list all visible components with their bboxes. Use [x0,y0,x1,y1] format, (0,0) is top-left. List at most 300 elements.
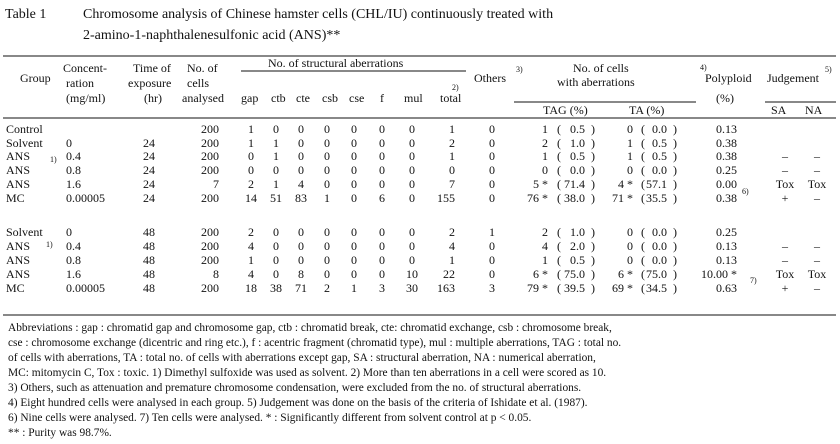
cell-ta-percent: 35.5 [646,191,667,205]
cell-time: 24 [143,149,155,163]
cell-others: 0 [489,163,495,177]
cell-csb: 0 [324,122,330,136]
cell-mul: 0 [409,163,415,177]
cell-cells-analysed: 200 [201,253,219,267]
cell-csb: 1 [324,191,330,205]
cell-ctb: 51 [270,191,282,205]
cell-cells-analysed: 8 [213,267,219,281]
cell-paren-close: ) [673,281,677,295]
cell-csb: 0 [324,239,330,253]
cell-total: 2 [449,136,455,150]
subheader-ctb: ctb [271,91,286,105]
cell-judgement-sa: + [781,191,789,205]
cell-gap: 0 [248,163,254,177]
cell-paren-close: ) [591,136,595,150]
header-cells-3: analysed [182,91,224,105]
cell-gap: 1 [248,136,254,150]
cell-ta-percent: 75.0 [646,267,667,281]
cell-mul: 0 [409,253,415,267]
header-sup-4: 4) [700,63,707,72]
cell-others: 1 [489,225,495,239]
cell-others: 0 [489,253,495,267]
table-row [6,177,826,191]
cell-others: 0 [489,149,495,163]
table-row [6,267,826,281]
cell-judgement-na: – [814,163,820,177]
table-row [6,191,821,205]
cell-others: 0 [489,267,495,281]
cell-paren-open: ( [641,239,645,253]
cell-gap: 2 [248,225,254,239]
cell-mul: 0 [409,191,415,205]
cell-concentration: 0 [66,225,72,239]
cell-tag-percent: 0.5 [570,122,585,136]
cell-paren-close: ) [673,177,677,191]
cell-polyploid: 0.38 [716,136,737,150]
cell-csb: 0 [324,253,330,267]
cell-cte: 83 [295,191,307,205]
cell-judgement-sa: – [782,163,788,177]
cell-paren-close: ) [591,281,595,295]
cell-group: Control [6,122,43,136]
cell-tag-count: 76 * [527,191,548,205]
subheader-cte: cte [296,91,310,105]
cell-cte: 0 [298,225,304,239]
cell-tag-count: 0 [542,163,548,177]
table-row [6,149,821,163]
cell-cells-analysed: 200 [201,163,219,177]
cell-tag-count: 4 [542,239,548,253]
cell-tag-percent: 1.0 [570,136,585,150]
cell-paren-close: ) [673,136,677,150]
cell-tag-percent: 0.0 [570,163,585,177]
cell-ctb: 0 [273,163,279,177]
cell-f: 0 [379,149,385,163]
cell-cse: 0 [351,253,357,267]
header-time-3: (hr) [144,91,162,105]
cell-mul: 0 [409,225,415,239]
cell-polyploid: 0.13 [716,253,737,267]
cell-judgement-sa: Tox [775,267,795,281]
cell-ta-count: 69 * [612,281,633,295]
cell-ctb: 38 [270,281,282,295]
cell-cte: 8 [298,267,304,281]
subheader-gap: gap [241,91,259,105]
subheader-mul: mul [404,91,423,105]
cell-judgement-sa: – [782,253,788,267]
header-time-2: exposure [128,76,172,90]
header-poly-unit: (%) [716,91,734,105]
subheader-ta: TA (%) [629,103,665,117]
cell-paren-open: ( [641,136,645,150]
cell-csb: 0 [324,267,330,281]
table-title-line2: 2-amino-1-naphthalenesulfonic acid (ANS)** [83,28,341,43]
cell-cte: 4 [298,177,304,191]
cell-tag-count: 2 [542,136,548,150]
cell-group: MC [6,191,25,205]
cell-concentration: 0.4 [66,239,81,253]
footnote-line: MC: mitomycin C, Tox : toxic. 1) Dimethyl sulfoxide was used as solvent. 2) More than ten aberrations in a cell were scored as 10. [8,367,607,379]
cell-cse: 0 [351,122,357,136]
footnotes [8,322,621,439]
cell-f: 0 [379,136,385,150]
cell-paren-close: ) [673,163,677,177]
cell-cells-analysed: 7 [213,177,219,191]
cell-cells-analysed: 200 [201,136,219,150]
cell-ta-count: 0 [627,122,633,136]
cell-ta-count: 0 [627,239,633,253]
footnote-line: cse : chromosome exchange (dicentric and ring etc.), f : acentric fragment (chromatid type), mul : multiple aberrations, TAG : total no. [8,337,622,349]
header-sup-3: 3) [516,65,523,74]
polyploid-note-6: 6) [742,187,749,196]
cell-judgement-na: – [814,281,820,295]
cell-f: 0 [379,122,385,136]
cell-paren-open: ( [557,225,561,239]
cell-f: 0 [379,225,385,239]
cell-judgement-na: Tox [807,177,827,191]
cell-total: 22 [443,267,455,281]
cell-tag-percent: 2.0 [570,239,585,253]
header-cells-2: cells [187,76,209,90]
cell-concentration: 1.6 [66,177,81,191]
cell-f: 6 [379,191,385,205]
cell-cte: 0 [298,163,304,177]
cell-ta-count: 1 [627,149,633,163]
cell-ta-percent: 57.1 [646,177,667,191]
header-sup-5: 5) [825,65,832,74]
cell-ta-count: 4 * [618,177,633,191]
cell-time: 48 [143,253,155,267]
cell-total: 2 [449,225,455,239]
cell-ctb: 0 [273,225,279,239]
cell-cse: 0 [351,267,357,281]
cell-paren-close: ) [591,177,595,191]
cell-tag-count: 79 * [527,281,548,295]
cell-paren-open: ( [641,281,645,295]
cell-time: 24 [143,136,155,150]
cell-judgement-sa: – [782,239,788,253]
cell-others: 0 [489,177,495,191]
header-withab-1: No. of cells [573,61,629,75]
cell-ta-percent: 0.0 [652,225,667,239]
cell-tag-count: 1 [542,149,548,163]
cell-group: ANS [6,163,31,177]
cell-paren-close: ) [673,149,677,163]
cell-judgement-na: – [814,253,820,267]
cell-concentration: 0.00005 [66,191,105,205]
cell-group: ANS [6,177,31,191]
cell-cse: 1 [351,281,357,295]
table-row [6,163,821,177]
polyploid-note-7: 7) [750,276,757,285]
cell-paren-open: ( [557,281,561,295]
cell-ctb: 1 [273,177,279,191]
cell-polyploid: 0.25 [716,163,737,177]
cell-gap: 1 [248,253,254,267]
cell-polyploid: 0.38 [716,191,737,205]
cell-cells-analysed: 200 [201,191,219,205]
cell-total: 1 [449,253,455,267]
table-row [6,122,737,136]
cell-tag-percent: 0.5 [570,253,585,267]
cell-polyploid: 0.13 [716,122,737,136]
cell-judgement-na: – [814,239,820,253]
header-conc-3: (mg/ml) [66,91,106,105]
cell-ta-count: 0 [627,225,633,239]
table-body [6,122,826,295]
header-withab-2: with aberrations [557,75,635,89]
cell-paren-close: ) [673,253,677,267]
cell-others: 3 [489,281,495,295]
cell-total: 7 [449,177,455,191]
cell-paren-open: ( [641,191,645,205]
cell-polyploid: 0.25 [716,225,737,239]
cell-paren-close: ) [591,253,595,267]
cell-ta-percent: 0.0 [652,163,667,177]
cell-total: 155 [437,191,455,205]
control-footnote-mark: 1) [50,155,57,164]
cell-tag-percent: 75.0 [564,267,585,281]
cell-paren-close: ) [673,267,677,281]
header-conc-1: Concent- [63,61,107,75]
cell-gap: 2 [248,177,254,191]
cell-tag-percent: 71.4 [564,177,585,191]
table-row [6,136,737,150]
cell-paren-close: ) [591,163,595,177]
table-row [6,253,821,267]
cell-csb: 2 [324,281,330,295]
footnote-line: 6) Nine cells were analysed. 7) Ten cells were analysed. * : Significantly different from solvent control at p < 0.05. [8,412,532,424]
table-row [6,225,737,239]
cell-paren-close: ) [591,225,595,239]
cell-csb: 0 [324,177,330,191]
cell-time: 48 [143,267,155,281]
cell-concentration: 0 [66,136,72,150]
cell-polyploid: 0.63 [716,281,737,295]
cell-judgement-na: – [814,149,820,163]
table-row [6,239,821,253]
header-judgement: Judgement [767,71,819,85]
cell-paren-open: ( [557,136,561,150]
cell-f: 3 [379,281,385,295]
cell-csb: 0 [324,136,330,150]
cell-cse: 0 [351,239,357,253]
cell-mul: 30 [406,281,418,295]
cell-gap: 18 [245,281,257,295]
header-conc-2: ration [66,76,94,90]
cell-cte: 0 [298,253,304,267]
footnote-line: 3) Others, such as attenuation and premature chromosome condensation, were excluded from the no. of structural aberrations. [8,382,582,394]
footnote-line: Abbreviations : gap : chromatid gap and chromosome gap, ctb : chromatid break, cte: chromatid exchange, csb : chromosome break, [8,322,612,334]
subheader-total: total [440,91,462,105]
cell-paren-close: ) [591,239,595,253]
cell-paren-close: ) [591,267,595,281]
cell-tag-count: 2 [542,225,548,239]
table-title-line1: Chromosome analysis of Chinese hamster cells (CHL/IU) continuously treated with [83,7,554,22]
cell-ta-percent: 0.0 [652,122,667,136]
cell-time: 48 [143,239,155,253]
cell-f: 0 [379,239,385,253]
cell-cte: 0 [298,149,304,163]
cell-others: 0 [489,136,495,150]
cell-paren-close: ) [673,122,677,136]
cell-judgement-sa: + [781,281,789,295]
cell-ta-count: 0 [627,163,633,177]
cell-cte: 71 [295,281,307,295]
subheader-csb: csb [322,91,338,105]
cell-time: 48 [143,225,155,239]
cell-gap: 4 [248,239,254,253]
cell-time: 24 [143,177,155,191]
cell-mul: 0 [409,177,415,191]
cell-mul: 0 [409,122,415,136]
cell-others: 0 [489,239,495,253]
cell-judgement-sa: Tox [775,177,795,191]
header-others: Others [474,71,506,85]
cell-cte: 0 [298,122,304,136]
cell-tag-percent: 1.0 [570,225,585,239]
cell-ctb: 0 [273,253,279,267]
subheader-na: NA [805,103,823,117]
cell-paren-close: ) [673,225,677,239]
subheader-sa: SA [771,103,787,117]
cell-ctb: 0 [273,122,279,136]
cell-concentration: 0.8 [66,253,81,267]
header-polyploid: Polyploid [705,71,752,85]
footnote-line: ** : Purity was 98.7%. [8,427,112,439]
cell-cte: 0 [298,239,304,253]
subheader-tag: TAG (%) [543,103,588,117]
cell-cells-analysed: 200 [201,281,219,295]
cell-f: 0 [379,253,385,267]
cell-concentration: 0.8 [66,163,81,177]
cell-ta-count: 0 [627,253,633,267]
cell-group: ANS [6,239,31,253]
header-group: Group [20,71,51,85]
cell-cte: 0 [298,136,304,150]
table-label: Table 1 [5,7,47,22]
cell-judgement-sa: – [782,149,788,163]
cell-group: Solvent [6,136,43,150]
cell-paren-open: ( [557,163,561,177]
cell-polyploid: 10.00 * [701,267,737,281]
cell-time: 24 [143,163,155,177]
cell-polyploid: 0.13 [716,239,737,253]
cell-mul: 0 [409,239,415,253]
cell-group: Solvent [6,225,43,239]
cell-paren-open: ( [641,163,645,177]
cell-paren-open: ( [557,122,561,136]
cell-tag-percent: 38.0 [564,191,585,205]
cell-group: ANS [6,267,31,281]
cell-ctb: 1 [273,149,279,163]
cell-paren-open: ( [641,253,645,267]
cell-paren-open: ( [641,267,645,281]
cell-mul: 0 [409,149,415,163]
cell-total: 1 [449,122,455,136]
cell-ctb: 0 [273,267,279,281]
cell-gap: 4 [248,267,254,281]
cell-cse: 0 [351,177,357,191]
cell-paren-open: ( [557,239,561,253]
cell-group: ANS [6,253,31,267]
cell-mul: 0 [409,136,415,150]
cell-tag-percent: 39.5 [564,281,585,295]
cell-total: 0 [449,163,455,177]
cell-paren-close: ) [591,149,595,163]
cell-ta-percent: 0.5 [652,149,667,163]
cell-paren-open: ( [557,191,561,205]
subheader-cse: cse [349,91,365,105]
cell-ta-count: 71 * [612,191,633,205]
cell-paren-close: ) [673,239,677,253]
cell-f: 0 [379,177,385,191]
cell-others: 0 [489,191,495,205]
cell-judgement-na: Tox [807,267,827,281]
cell-f: 0 [379,163,385,177]
cell-mul: 10 [406,267,418,281]
cell-tag-count: 1 [542,122,548,136]
footnote-line: of cells with aberrations, TA : total no. of cells with aberrations except gap, SA : structural aberration, NA : numerical aberration, [8,352,596,364]
cell-total: 1 [449,149,455,163]
cell-cells-analysed: 200 [201,239,219,253]
header-structural: No. of structural aberrations [268,56,404,70]
cell-csb: 0 [324,149,330,163]
table-row [6,281,821,295]
cell-paren-open: ( [641,122,645,136]
cell-ta-percent: 0.0 [652,253,667,267]
cell-polyploid: 0.00 [716,177,737,191]
subheader-f: f [380,91,384,105]
cell-cse: 0 [351,191,357,205]
cell-ta-count: 6 * [618,267,633,281]
cell-tag-count: 6 * [533,267,548,281]
cell-gap: 0 [248,149,254,163]
cell-time: 24 [143,191,155,205]
cell-ctb: 1 [273,136,279,150]
cell-paren-open: ( [557,253,561,267]
cell-paren-open: ( [557,177,561,191]
cell-cse: 0 [351,136,357,150]
cell-concentration: 0.4 [66,149,81,163]
cell-tag-count: 5 * [533,177,548,191]
cell-csb: 0 [324,163,330,177]
cell-paren-open: ( [641,177,645,191]
cell-gap: 14 [245,191,257,205]
cell-group: ANS [6,149,31,163]
cell-cse: 0 [351,149,357,163]
cell-paren-close: ) [673,191,677,205]
cell-paren-open: ( [557,267,561,281]
cell-cells-analysed: 200 [201,149,219,163]
header-time-1: Time of [133,61,171,75]
cell-ta-percent: 0.5 [652,136,667,150]
cell-paren-open: ( [557,149,561,163]
footnote-line: 4) Eight hundred cells were analysed in each group. 5) Judgement was done on the basis of the criteria of Ishidate et al. (1987). [8,397,588,409]
cell-concentration: 0.00005 [66,281,105,295]
cell-cse: 0 [351,163,357,177]
cell-csb: 0 [324,225,330,239]
cell-cse: 0 [351,225,357,239]
cell-paren-open: ( [641,149,645,163]
cell-concentration: 1.6 [66,267,81,281]
cell-ta-count: 1 [627,136,633,150]
cell-time: 48 [143,281,155,295]
cell-cells-analysed: 200 [201,225,219,239]
cell-group: MC [6,281,25,295]
cell-f: 0 [379,267,385,281]
cell-paren-close: ) [591,191,595,205]
